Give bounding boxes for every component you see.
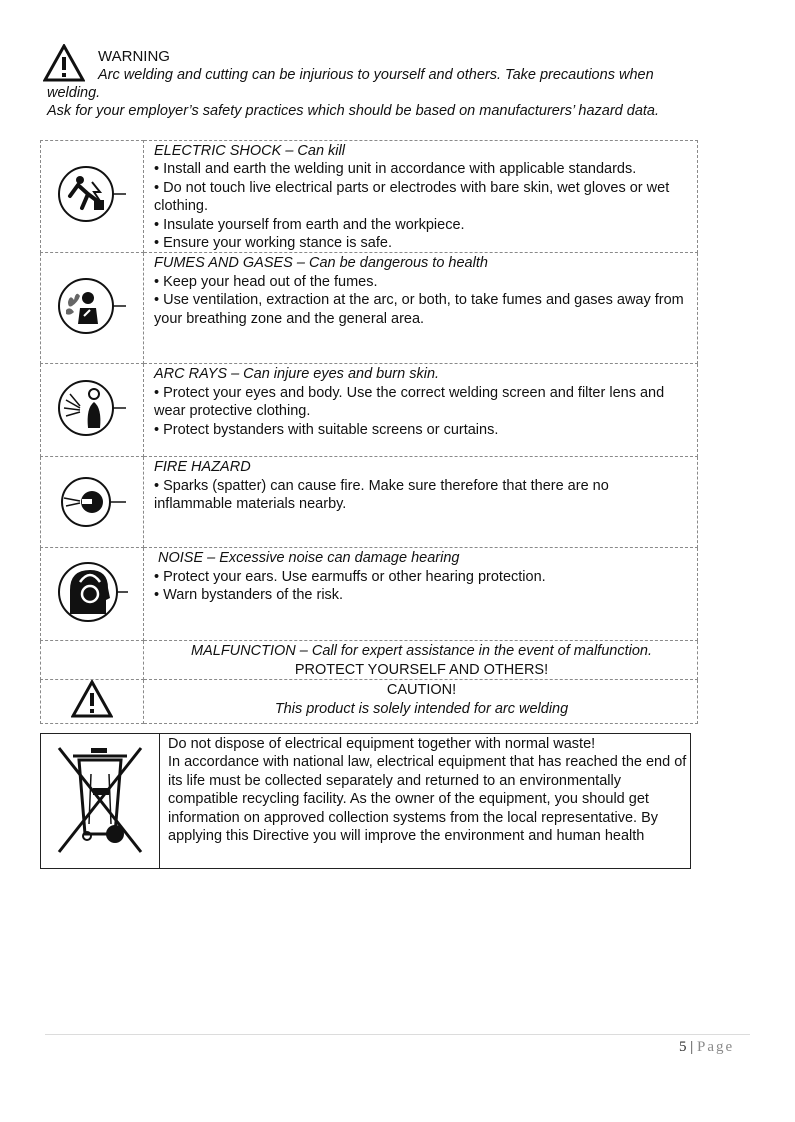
ear-protection-icon (56, 560, 128, 624)
hazard-item: • Ensure your working stance is safe. (154, 235, 392, 252)
warning-text: Arc welding and cutting can be injurious to yourself and others. Take precautions when (98, 67, 654, 83)
hazard-text (144, 641, 698, 680)
electric-shock-icon (56, 164, 128, 224)
hazard-icon-cell (41, 253, 144, 364)
warning-triangle-icon (43, 44, 85, 82)
hazard-row-malfunction (41, 641, 698, 680)
page-number-separator: | (686, 1039, 698, 1055)
hazard-icon-cell (41, 457, 144, 548)
hazard-icon-cell-empty (41, 641, 144, 680)
hazard-item: • Use ventilation, extraction at the arc, or both, to take fumes and gases away from your breathing zone and the general area. (154, 292, 684, 327)
warning-text-cont: welding. (47, 85, 101, 101)
weee-icon-cell (41, 734, 160, 868)
hazard-icon-cell (41, 680, 144, 724)
hazard-item: • Keep your head out of the fumes. (154, 273, 378, 290)
hazard-text (144, 141, 698, 253)
hazard-text (144, 253, 698, 364)
fire-hazard-icon (56, 470, 128, 530)
page-label: Page (697, 1039, 735, 1055)
hazard-title: FUMES AND GASES – Can be dangerous to health (154, 255, 488, 272)
hazard-row-noise (41, 548, 698, 641)
weee-heading: Do not dispose of electrical equipment together with normal waste! (168, 736, 596, 752)
hazard-title: NOISE – Excessive noise can damage hearing (158, 550, 460, 567)
page-number-value: 5 (679, 1039, 687, 1055)
hazard-item: • Install and earth the welding unit in accordance with applicable standards. (154, 161, 637, 178)
hazard-item: • Sparks (spatter) can cause fire. Make sure therefore that there are no inflammable materials nearby. (154, 477, 609, 513)
hazard-row-caution (41, 680, 698, 724)
hazard-item: • Do not touch live electrical parts or electrodes with bare skin, wet gloves or wet clothing. (154, 179, 670, 215)
caution-sub: This product is solely intended for arc welding (274, 700, 569, 717)
warning-title: WARNING (98, 48, 170, 65)
hazard-text (144, 457, 698, 548)
hazard-title: FIRE HAZARD (154, 459, 251, 476)
page-number (679, 1039, 734, 1056)
hazard-title: ARC RAYS – Can injure eyes and burn skin. (154, 366, 440, 383)
hazard-item: • Protect your ears. Use earmuffs or other hearing protection. (154, 568, 546, 585)
hazard-icon-cell (41, 364, 144, 457)
hazard-text (144, 680, 698, 724)
warning-triangle-icon (71, 680, 113, 718)
hazard-item: • Protect your eyes and body. Use the correct welding screen and filter lens and wear protective clothing. (154, 384, 665, 420)
weee-body: In accordance with national law, electrical equipment that has reached the end of its life must be collected separately and returned to an environmentally compatible recycling facility. As the owner of the equipment, you should get information on approved collection systems from the local representative. By applying this Directive you will improve the environment and human health (168, 754, 687, 845)
malfunction-title: MALFUNCTION – Call for expert assistance in the event of malfunction. (191, 643, 652, 660)
footer-divider (45, 1034, 750, 1035)
hazard-row-fire (41, 457, 698, 548)
arc-rays-icon (56, 378, 128, 438)
crossed-bin-icon (55, 744, 145, 856)
hazard-text (144, 364, 698, 457)
hazard-icon-cell (41, 141, 144, 253)
hazard-row-arc (41, 364, 698, 457)
hazard-item: • Warn bystanders of the risk. (154, 587, 344, 604)
weee-text (168, 735, 688, 845)
hazard-item: • Protect bystanders with suitable screens or curtains. (154, 421, 499, 438)
malfunction-sub: PROTECT YOURSELF AND OTHERS! (294, 661, 549, 678)
warning-employer-text: Ask for your employer’s safety practices which should be based on manufacturers’ hazard data. (47, 103, 660, 119)
hazard-row-fumes (41, 253, 698, 364)
weee-notice (40, 733, 691, 869)
hazard-text (144, 548, 698, 641)
caution-title: CAUTION! (386, 682, 457, 699)
hazard-icon-cell (41, 548, 144, 641)
hazard-row-electric (41, 141, 698, 253)
hazard-title: ELECTRIC SHOCK – Can kill (154, 143, 345, 159)
fumes-icon (56, 276, 128, 336)
hazard-item: • Insulate yourself from earth and the workpiece. (154, 216, 465, 233)
hazard-table (40, 140, 698, 724)
